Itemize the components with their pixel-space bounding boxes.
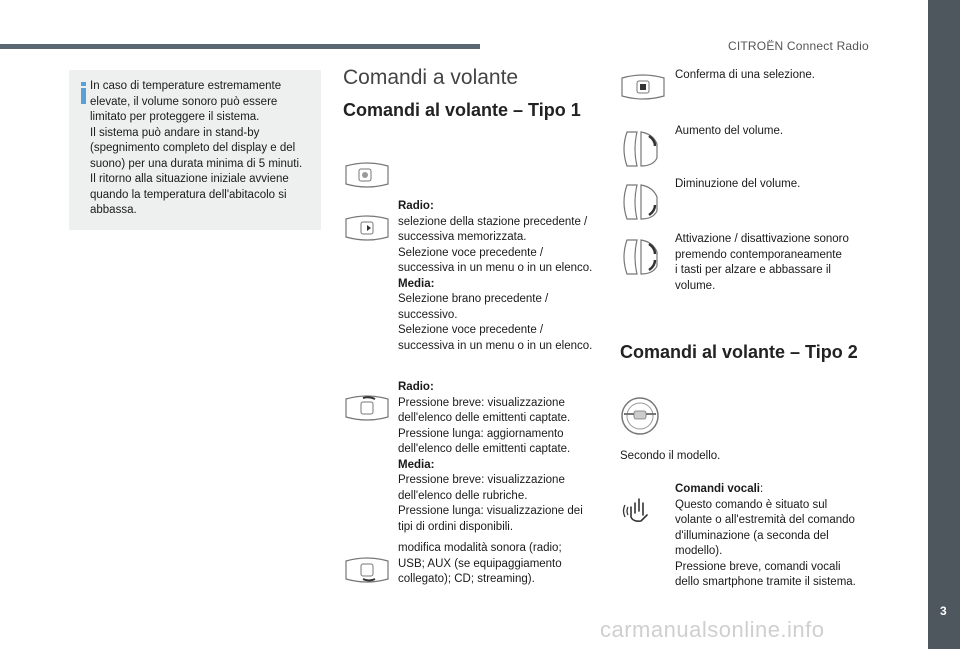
voice-command-icon: [621, 495, 655, 525]
radio-label: Radio:: [398, 381, 434, 393]
confirm-button-icon: [619, 72, 667, 102]
desc-line: modello).: [675, 545, 723, 557]
volume-down-icon: [619, 181, 661, 223]
source-button-icon: [343, 555, 391, 585]
desc-line: dell'elenco delle emittenti captate.: [398, 443, 571, 455]
desc-line: dell'elenco delle rubriche.: [398, 489, 528, 502]
desc-line: Selezione voce precedente /: [398, 324, 544, 336]
note-line: elevate, il volume sonoro può essere: [90, 95, 278, 108]
note-line: In caso di temperature estremamente: [90, 80, 282, 92]
type2-voice-text: [675, 482, 875, 591]
desc-line: Selezione voce precedente /: [398, 246, 544, 259]
media-label: Media:: [398, 458, 435, 471]
note-line: Il ritorno alla situazione iniziale avviene: [90, 173, 289, 185]
desc-line: Diminuzione del volume.: [675, 178, 801, 190]
desc-line: Selezione brano precedente /: [398, 293, 549, 305]
list-button-icon: [343, 393, 391, 423]
desc-line: Pressione breve: visualizzazione: [398, 396, 565, 409]
note-line: quando la temperatura dell'abitacolo si: [90, 188, 287, 201]
desc-line: modifica modalità sonora (radio;: [398, 542, 562, 554]
steering-control-overview-icon: [343, 160, 391, 190]
desc-line: tipi di ordini disponibili.: [398, 520, 514, 533]
info-icon: [77, 82, 91, 104]
desc-line: i tasti per alzare e abbassare il: [675, 264, 831, 276]
watermark: carmanualsonline.info: [600, 617, 825, 642]
desc-line: Pressione breve, comandi vocali: [675, 560, 841, 573]
page-marker: [936, 586, 940, 590]
desc-line: Pressione lunga: visualizzazione dei: [398, 505, 583, 517]
desc-line: successiva in un menu o in un elenco.: [398, 262, 593, 274]
page-header-title: CITROËN Connect Radio: [728, 39, 869, 53]
desc-line: USB; AUX (se equipaggiamento: [398, 557, 562, 570]
desc-line: dell'elenco delle emittenti captate.: [398, 412, 571, 424]
desc-line: collegato); CD; streaming).: [398, 573, 535, 585]
note-line: (spegnimento completo del display e del: [90, 142, 296, 154]
type2-model-note: Secondo il modello.: [620, 450, 721, 462]
volume-up-icon: [619, 128, 661, 170]
note-line: limitato per proteggere il sistema.: [90, 111, 260, 123]
desc-line: volante o all'estremità del comando: [675, 514, 855, 526]
page-number: 3: [940, 604, 947, 618]
desc-line: successiva in un menu o in un elenco.: [398, 339, 593, 352]
desc-line: Pressione breve: visualizzazione: [398, 474, 565, 486]
type1-item3-text: [398, 541, 598, 588]
desc-line: Aumento del volume.: [675, 125, 784, 137]
header-rule: [0, 44, 480, 49]
type1-item2-text: [398, 380, 598, 535]
desc-line: premendo contemporaneamente: [675, 248, 842, 261]
note-line: abbassa.: [90, 204, 137, 216]
desc-line: d'illuminazione (a seconda del: [675, 529, 829, 542]
steering-wheel-icon: [619, 395, 661, 437]
desc-line: Questo comando è situato sul: [675, 498, 828, 511]
note-line: Il sistema può andare in stand-by: [90, 126, 260, 139]
voice-colon: :: [760, 483, 764, 495]
type1-item6-text: [675, 177, 865, 193]
desc-line: selezione della stazione precedente /: [398, 215, 588, 228]
desc-line: successivo.: [398, 308, 458, 321]
mute-icon: [619, 236, 661, 278]
desc-line: Conferma di una selezione.: [675, 69, 815, 81]
type1-item1-text: [398, 199, 598, 354]
note-text: [90, 79, 316, 219]
desc-line: successiva memorizzata.: [398, 231, 527, 243]
type1-item5-text: [675, 124, 865, 140]
right-sidebar: [928, 0, 960, 649]
radio-label: Radio:: [398, 200, 434, 212]
section-title: Comandi a volante: [343, 66, 519, 89]
desc-line: Pressione lunga: aggiornamento: [398, 427, 564, 440]
type1-heading: Comandi al volante – Tipo 1: [343, 100, 581, 120]
desc-line: volume.: [675, 279, 716, 292]
type1-item4-text: [675, 68, 865, 84]
voice-label-line: [675, 482, 875, 498]
note-box: [69, 70, 321, 230]
note-line: suono) per una durata minima di 5 minuti.: [90, 157, 303, 170]
type2-heading: Comandi al volante – Tipo 2: [620, 342, 858, 362]
desc-line: dello smartphone tramite il sistema.: [675, 576, 856, 588]
voice-label: Comandi vocali: [675, 483, 760, 495]
type1-item7-text: [675, 232, 870, 294]
desc-line: Attivazione / disattivazione sonoro: [675, 233, 849, 245]
seek-button-icon: [343, 213, 391, 243]
media-label: Media:: [398, 277, 435, 290]
